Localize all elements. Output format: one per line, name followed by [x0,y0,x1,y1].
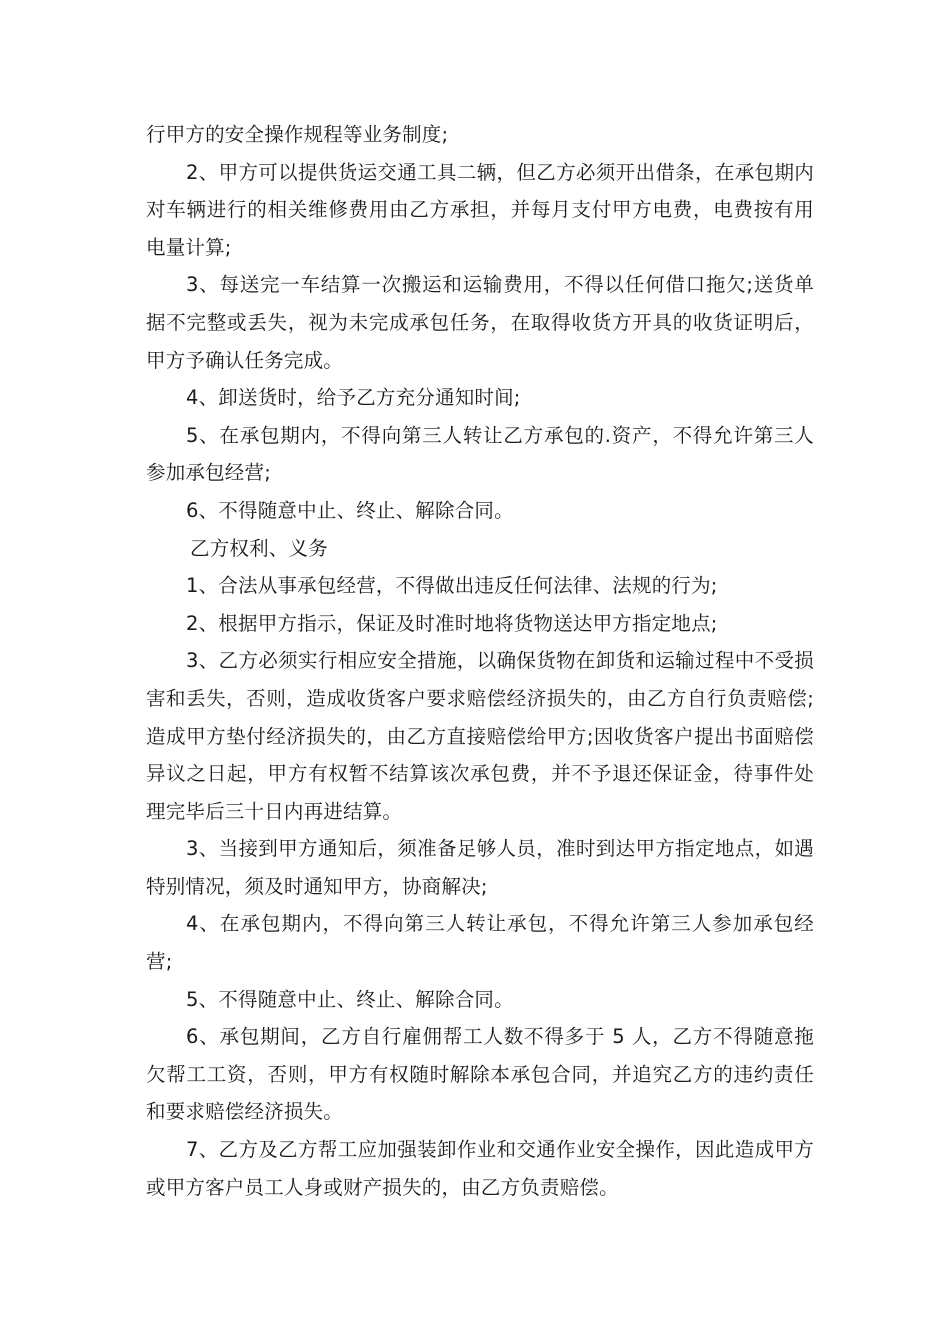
paragraph-item-6: 6、不得随意中止、终止、解除合同。 [186,498,514,522]
paragraph-b-item-2: 2、根据甲方指示，保证及时准时地将货物送达甲方指定地点; [186,611,718,635]
paragraph-b-item-5: 5、不得随意中止、终止、解除合同。 [186,987,514,1011]
paragraph-b-item-6: 6、承包期间，乙方自行雇佣帮工人数不得多于 5 人，乙方不得随意拖欠帮工工资，否则，甲方有权随时解除本承包合同，并追究乙方的违约责任和要求赔偿经济损失。 [146,1025,814,1124]
paragraph-item-5: 5、在承包期内，不得向第三人转让乙方承包的.资产，不得允许第三人参加承包经营; [146,423,814,485]
paragraph-b-item-3: 3、乙方必须实行相应安全措施，以确保货物在卸货和运输过程中不受损害和丢失，否则，造成收货客户要求赔偿经济损失的，由乙方自行负责赔偿;造成甲方垫付经济损失的，由乙方直接赔偿给甲方;因收货客户提出书面赔偿异议之日起，甲方有权暂不结算该次承包费，并不予退还保证金，待事件处理完毕后三十日内再进结算。 [146,649,814,823]
paragraph-b-item-4: 4、在承包期内，不得向第三人转让承包，不得允许第三人参加承包经营; [146,912,814,974]
paragraph-item-4: 4、卸送货时，给予乙方充分通知时间; [186,386,521,410]
paragraph-item-3: 3、每送完一车结算一次搬运和运输费用，不得以任何借口拖欠;送货单据不完整或丢失，视为未完成承包任务，在取得收货方开具的收货证明后，甲方予确认任务完成。 [146,273,814,372]
paragraph-continuation: 行甲方的安全操作规程等业务制度; [146,123,449,146]
paragraph-b-item-1: 1、合法从事承包经营，不得做出违反任何法律、法规的行为; [186,574,718,598]
section-heading-party-b: 乙方权利、义务 [190,536,328,560]
paragraph-b-item-7: 7、乙方及乙方帮工应加强装卸作业和交通作业安全操作，因此造成甲方或甲方客户员工人身或财产损失的，由乙方负责赔偿。 [146,1138,814,1199]
document-body [146,116,814,1206]
paragraph-b-item-3b: 3、当接到甲方通知后，须准备足够人员，准时到达甲方指定地点，如遇特别情况，须及时通知甲方，协商解决; [146,837,814,898]
paragraph-item-2: 2、甲方可以提供货运交通工具二辆，但乙方必须开出借条，在承包期内对车辆进行的相关维修费用由乙方承担，并每月支付甲方电费，电费按有用电量计算; [146,160,814,259]
